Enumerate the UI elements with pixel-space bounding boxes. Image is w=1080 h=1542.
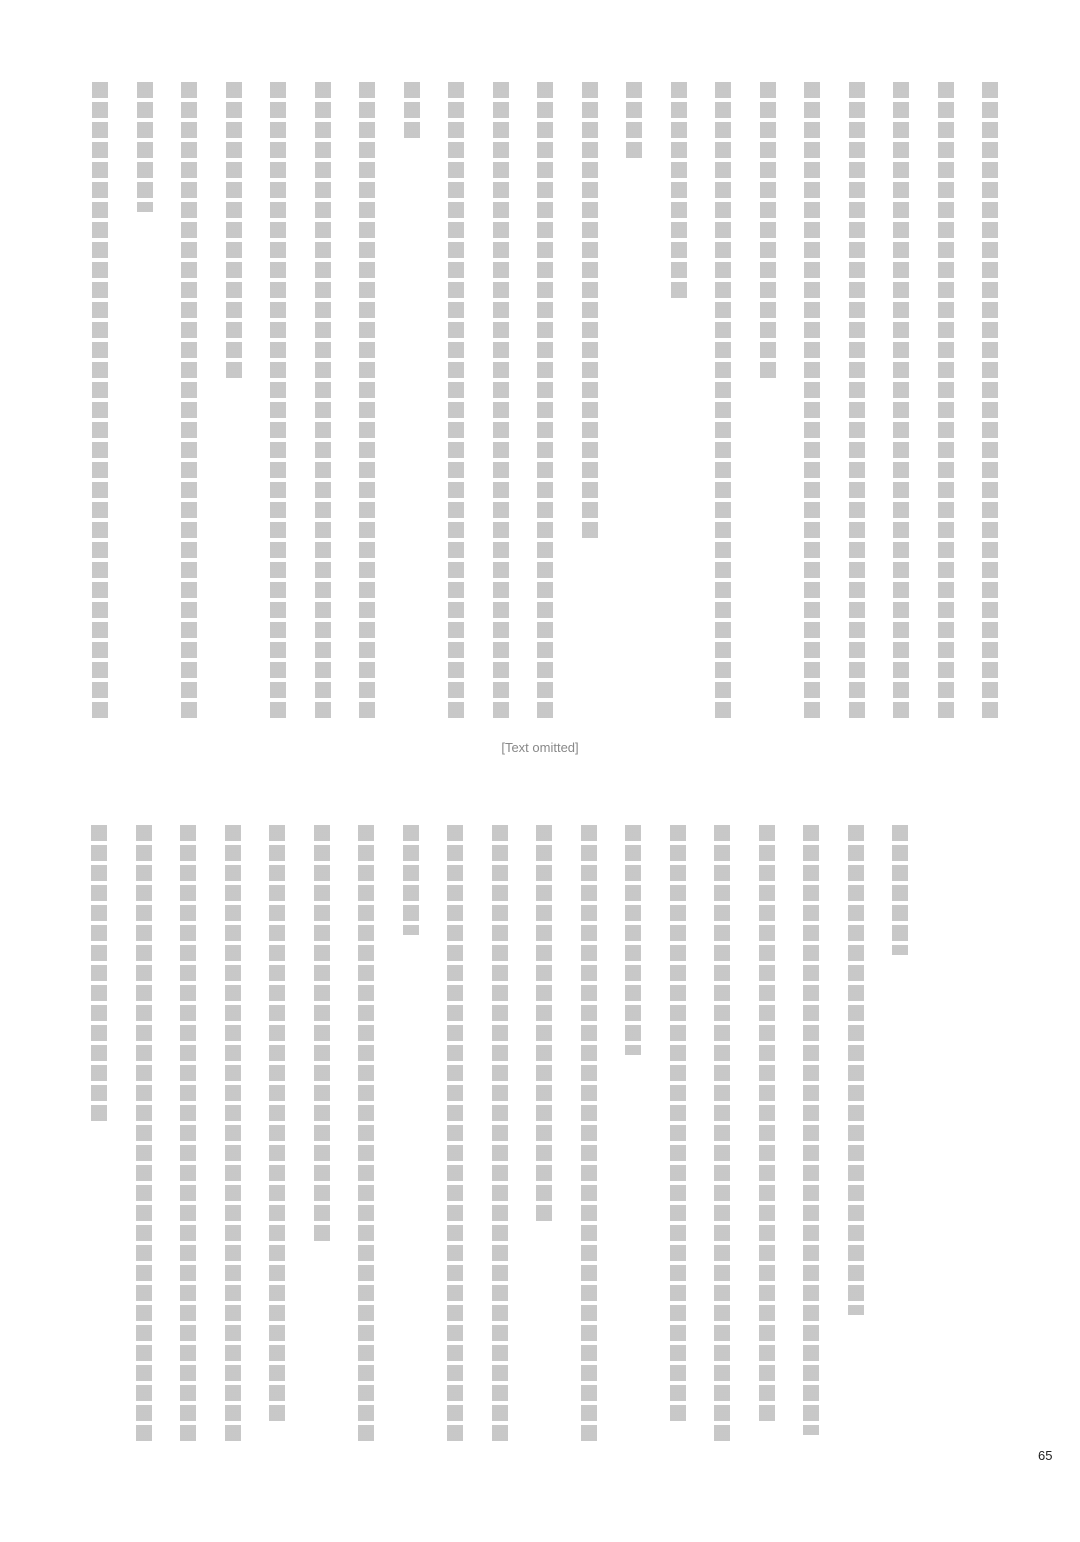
text-column — [404, 82, 420, 142]
text-block-lower — [80, 825, 910, 1445]
text-column — [137, 82, 153, 212]
text-column — [492, 825, 508, 1445]
text-column — [537, 82, 553, 722]
text-column — [358, 825, 374, 1445]
text-column — [849, 82, 865, 722]
text-column — [181, 82, 197, 722]
text-column — [582, 82, 598, 542]
text-column — [226, 82, 242, 382]
text-column — [714, 825, 730, 1445]
text-column — [493, 82, 509, 722]
redaction-note: [Text omitted] — [501, 740, 579, 755]
text-column — [670, 825, 686, 1425]
text-column — [136, 825, 152, 1445]
text-column — [982, 82, 998, 722]
text-column — [803, 825, 819, 1435]
text-column — [536, 825, 552, 1225]
text-column — [581, 825, 597, 1445]
text-column — [892, 825, 908, 955]
text-column — [848, 825, 864, 1315]
text-column — [314, 825, 330, 1245]
text-column — [403, 825, 419, 935]
text-column — [270, 82, 286, 722]
text-column — [447, 825, 463, 1445]
text-column — [715, 82, 731, 722]
text-column — [225, 825, 241, 1445]
text-column — [759, 825, 775, 1425]
text-block-upper — [80, 82, 1000, 722]
text-column — [91, 825, 107, 1125]
page-number: 65 — [1038, 1448, 1053, 1463]
text-column — [893, 82, 909, 722]
text-column — [92, 82, 108, 722]
text-column — [180, 825, 196, 1445]
text-column — [938, 82, 954, 722]
text-column — [760, 82, 776, 382]
text-column — [626, 82, 642, 162]
text-column — [804, 82, 820, 722]
text-column — [671, 82, 687, 302]
text-column — [359, 82, 375, 722]
text-column — [315, 82, 331, 722]
text-column — [448, 82, 464, 722]
text-column — [625, 825, 641, 1055]
text-column — [269, 825, 285, 1425]
